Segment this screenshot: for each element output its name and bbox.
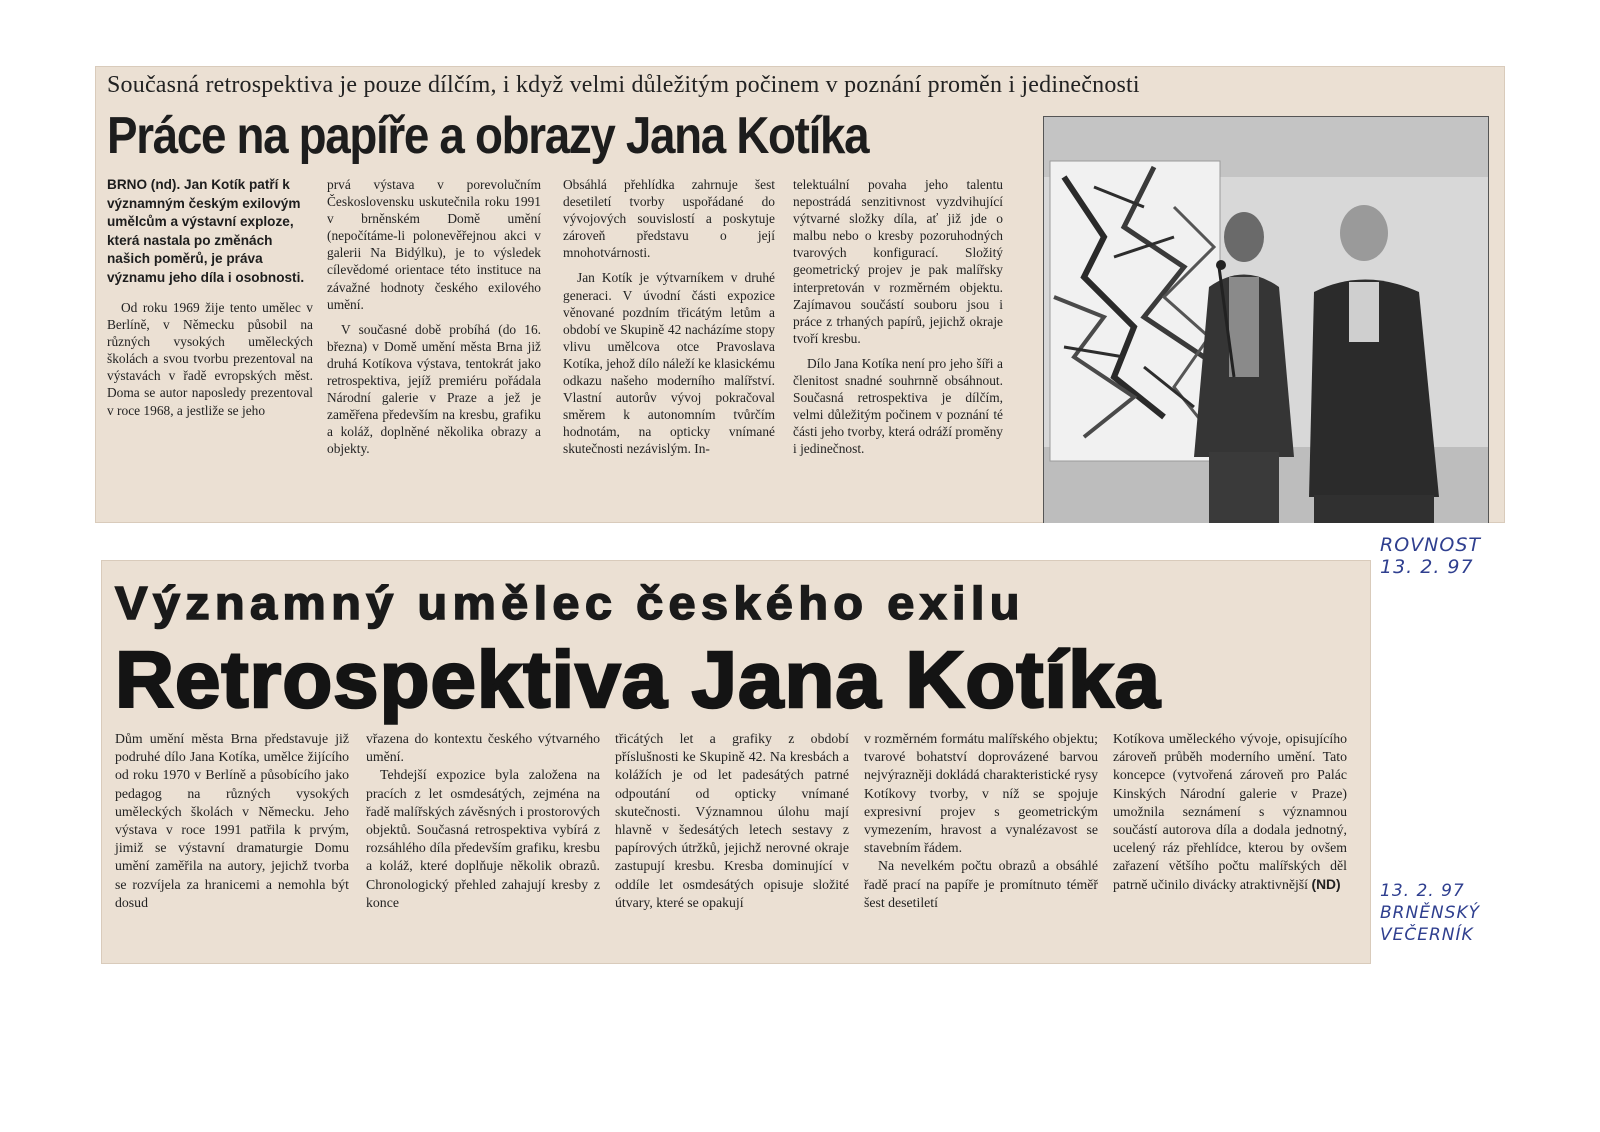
article1-headline: Práce na papíře a obrazy Jana Kotíka [107, 107, 869, 165]
article2-subtitle: Významný umělec českého exilu [115, 577, 1025, 629]
article1-col1-paragraph: Od roku 1969 žije tento umělec v Berlíně, v Německu působil na různých vysokých uměleckých školách a svou tvorbu prezentoval na výstavách v řadě evropských měst. Doma se autor naposledy prezentoval v roce 1968, a jestliže se jeho [107, 300, 313, 418]
abstract-painting [1050, 161, 1220, 461]
article2-column-3 [615, 730, 849, 912]
article2-col5-paragraph [1113, 730, 1347, 894]
article2-column-4 [864, 730, 1098, 912]
article2-col2-paragraph-1: vřazena do kontextu českého výtvarného umění. [366, 731, 600, 765]
clipping-brnensky-vecernik [101, 560, 1371, 964]
photo-illustration [1044, 117, 1488, 523]
article1-col4-paragraph-1: telektuální povaha jeho talentu nepostrádá senzitivnost vyzdvihující výtvarné složky díla, ať již jde o malbu nebo o kresby pozoruhodných tvarových konfigurací. Složitý geometrický projev je pak malířsky interpretován v rozměrném objektu. Zajímavou součástí souboru jsou i práce z trhaných papírů, jejichž okraje tvoří kresbu. [793, 177, 1003, 346]
article2-col4-paragraph-1: v rozměrném formátu malířského objektu; tvarové bohatství doprovázené barvou nejvýrazněji dokládá charakteristické rysy Kotíkovy tvorby, v níž se spojuje expresivní projev s geometrickým vymezením, hravost a vynalézavost se stavebním řádem. [864, 731, 1098, 856]
article1-lead: BRNO (nd). Jan Kotík patří k významným českým exilovým umělcům a výstavní exploze, která nastala po změnách našich poměrů, je práva významu jeho díla i osobnosti. [107, 177, 305, 285]
article2-col4-paragraph-2: Na nevelkém počtu obrazů a obsáhlé řadě prací na papíře je promítnuto téměř šest desetiletí [864, 858, 1098, 910]
article1-column-4 [793, 176, 1003, 466]
article2-col1-paragraph: Dům umění města Brna představuje již podruhé dílo Jana Kotíka, umělce žijícího od roku 1970 v Berlíně a působícího jako pedagog na různých vysokých uměleckých školách v Německu. Jeho výstava v roce 1991 patřila k prvým, jimiž se výstavní dramaturgie Domu umění zaměřila na autory, jejichž tvorba se rozvíjela za hranicemi a nemohla být dosud [115, 731, 349, 910]
article2-headline: Retrospektiva Jana Kotíka [115, 635, 1161, 724]
clipping-rovnost [95, 66, 1505, 523]
article1-column-1 [107, 176, 313, 427]
article2-col3-paragraph: třicátých let a grafiky z období příslušnosti ke Skupině 42. Na kresbách a kolážích je od let padesátých patrné odpoutání od opticky vnímané skutečnosti. Významnou úlohu mají hlavně v šedesátých letech sestavy z papírových útržků, jejichž nerovné okraje zastupují kresbu. Kresba dominující v oddíle let osmdesátých opisuje složité útvary, které se opakují [615, 731, 849, 910]
exhibition-photo [1043, 116, 1489, 523]
article2-col5-text: Kotíkova uměleckého vývoje, opisujícího zároveň průběh moderního umění. Tato koncepce (vytvořená zároveň pro Palác Kinských Národní galerie v Praze) umožnila seznámení s významnou součástí autorova díla a dodala jednotný, ucelený ráz přehlídce, kterou by ovšem zařazení většího počtu malířských děl patrně učinilo divácky atraktivnější [1113, 731, 1347, 892]
article1-col2-paragraph-1: prvá výstava v porevolučním Československu uskutečnila roku 1991 v brněnském Domě umění (nepočítáme-li polonevěřejnou akci v galerii Na Bidýlku), je to výsledek cílevědomé orientace této instituce na závažné hodnoty českého exilového umění. [327, 177, 541, 312]
article1-column-2 [327, 176, 541, 466]
article2-col2-paragraph-2: Tehdejší expozice byla založena na pracích z let osmdesátých, zejména na řadě malířských závěsných i prostorových objektů. Současná retrospektiva vybírá z rozsáhlého díla především grafiku, kresbu a koláž, které doplňuje několik obrazů. Chronologický přehled zahajují kresby z konce [366, 767, 600, 910]
handwritten-note-rovnost: ROVNOST 13. 2. 97 [1380, 534, 1481, 578]
article2-column-5 [1113, 730, 1347, 894]
article1-col2-paragraph-2: V současné době probíhá (do 16. března) v Domě umění města Brna již druhá Kotíkova výstava, tentokrát jako retrospektiva, jejíž premiéru pořádala Národní galerie v Praze a jež je zaměřena především na kresbu, grafiku a koláž, doplněné několika obrazy a objekty. [327, 321, 541, 457]
article1-subtitle: Současná retrospektiva je pouze dílčím, i když velmi důležitým počinem v poznání proměn i jedinečnosti [107, 72, 1140, 98]
article1-column-3 [563, 176, 775, 466]
author-signature: (ND) [1311, 876, 1341, 892]
article2-column-1 [115, 730, 349, 912]
article1-col3-paragraph-2: Jan Kotík je výtvarníkem v druhé generaci. V úvodní části expozice věnované pozdním třicátým letům a období ve Skupině 42 nacházíme stopy vlivu umělcova otce Pravoslava Kotíka, jehož dílo náleží ke klasickému odkazu našeho moderního malířství. Vlastní autorův vývoj pokračoval směrem k autonomním tvůrčím hodnotám, na opticky vnímané skutečnosti nezávislým. In- [563, 270, 775, 457]
handwritten-note-vecernik: 13. 2. 97 BRNĚNSKÝ VEČERNÍK [1380, 881, 1480, 945]
article2-column-2 [366, 730, 600, 912]
article1-col3-paragraph-1: Obsáhlá přehlídka zahrnuje šest desetiletí tvorby uspořádané do vývojových souvislostí a poskytuje zároveň představu o její mnohotvárnosti. [563, 177, 775, 261]
article1-col4-paragraph-2: Dílo Jana Kotíka není pro jeho šíři a členitost snadné souhrnně obsáhnout. Současná retrospektiva je dílčím, velmi důležitým počinem v poznání té části jeho tvorby, která odráží proměny i jedinečnost. [793, 355, 1003, 457]
